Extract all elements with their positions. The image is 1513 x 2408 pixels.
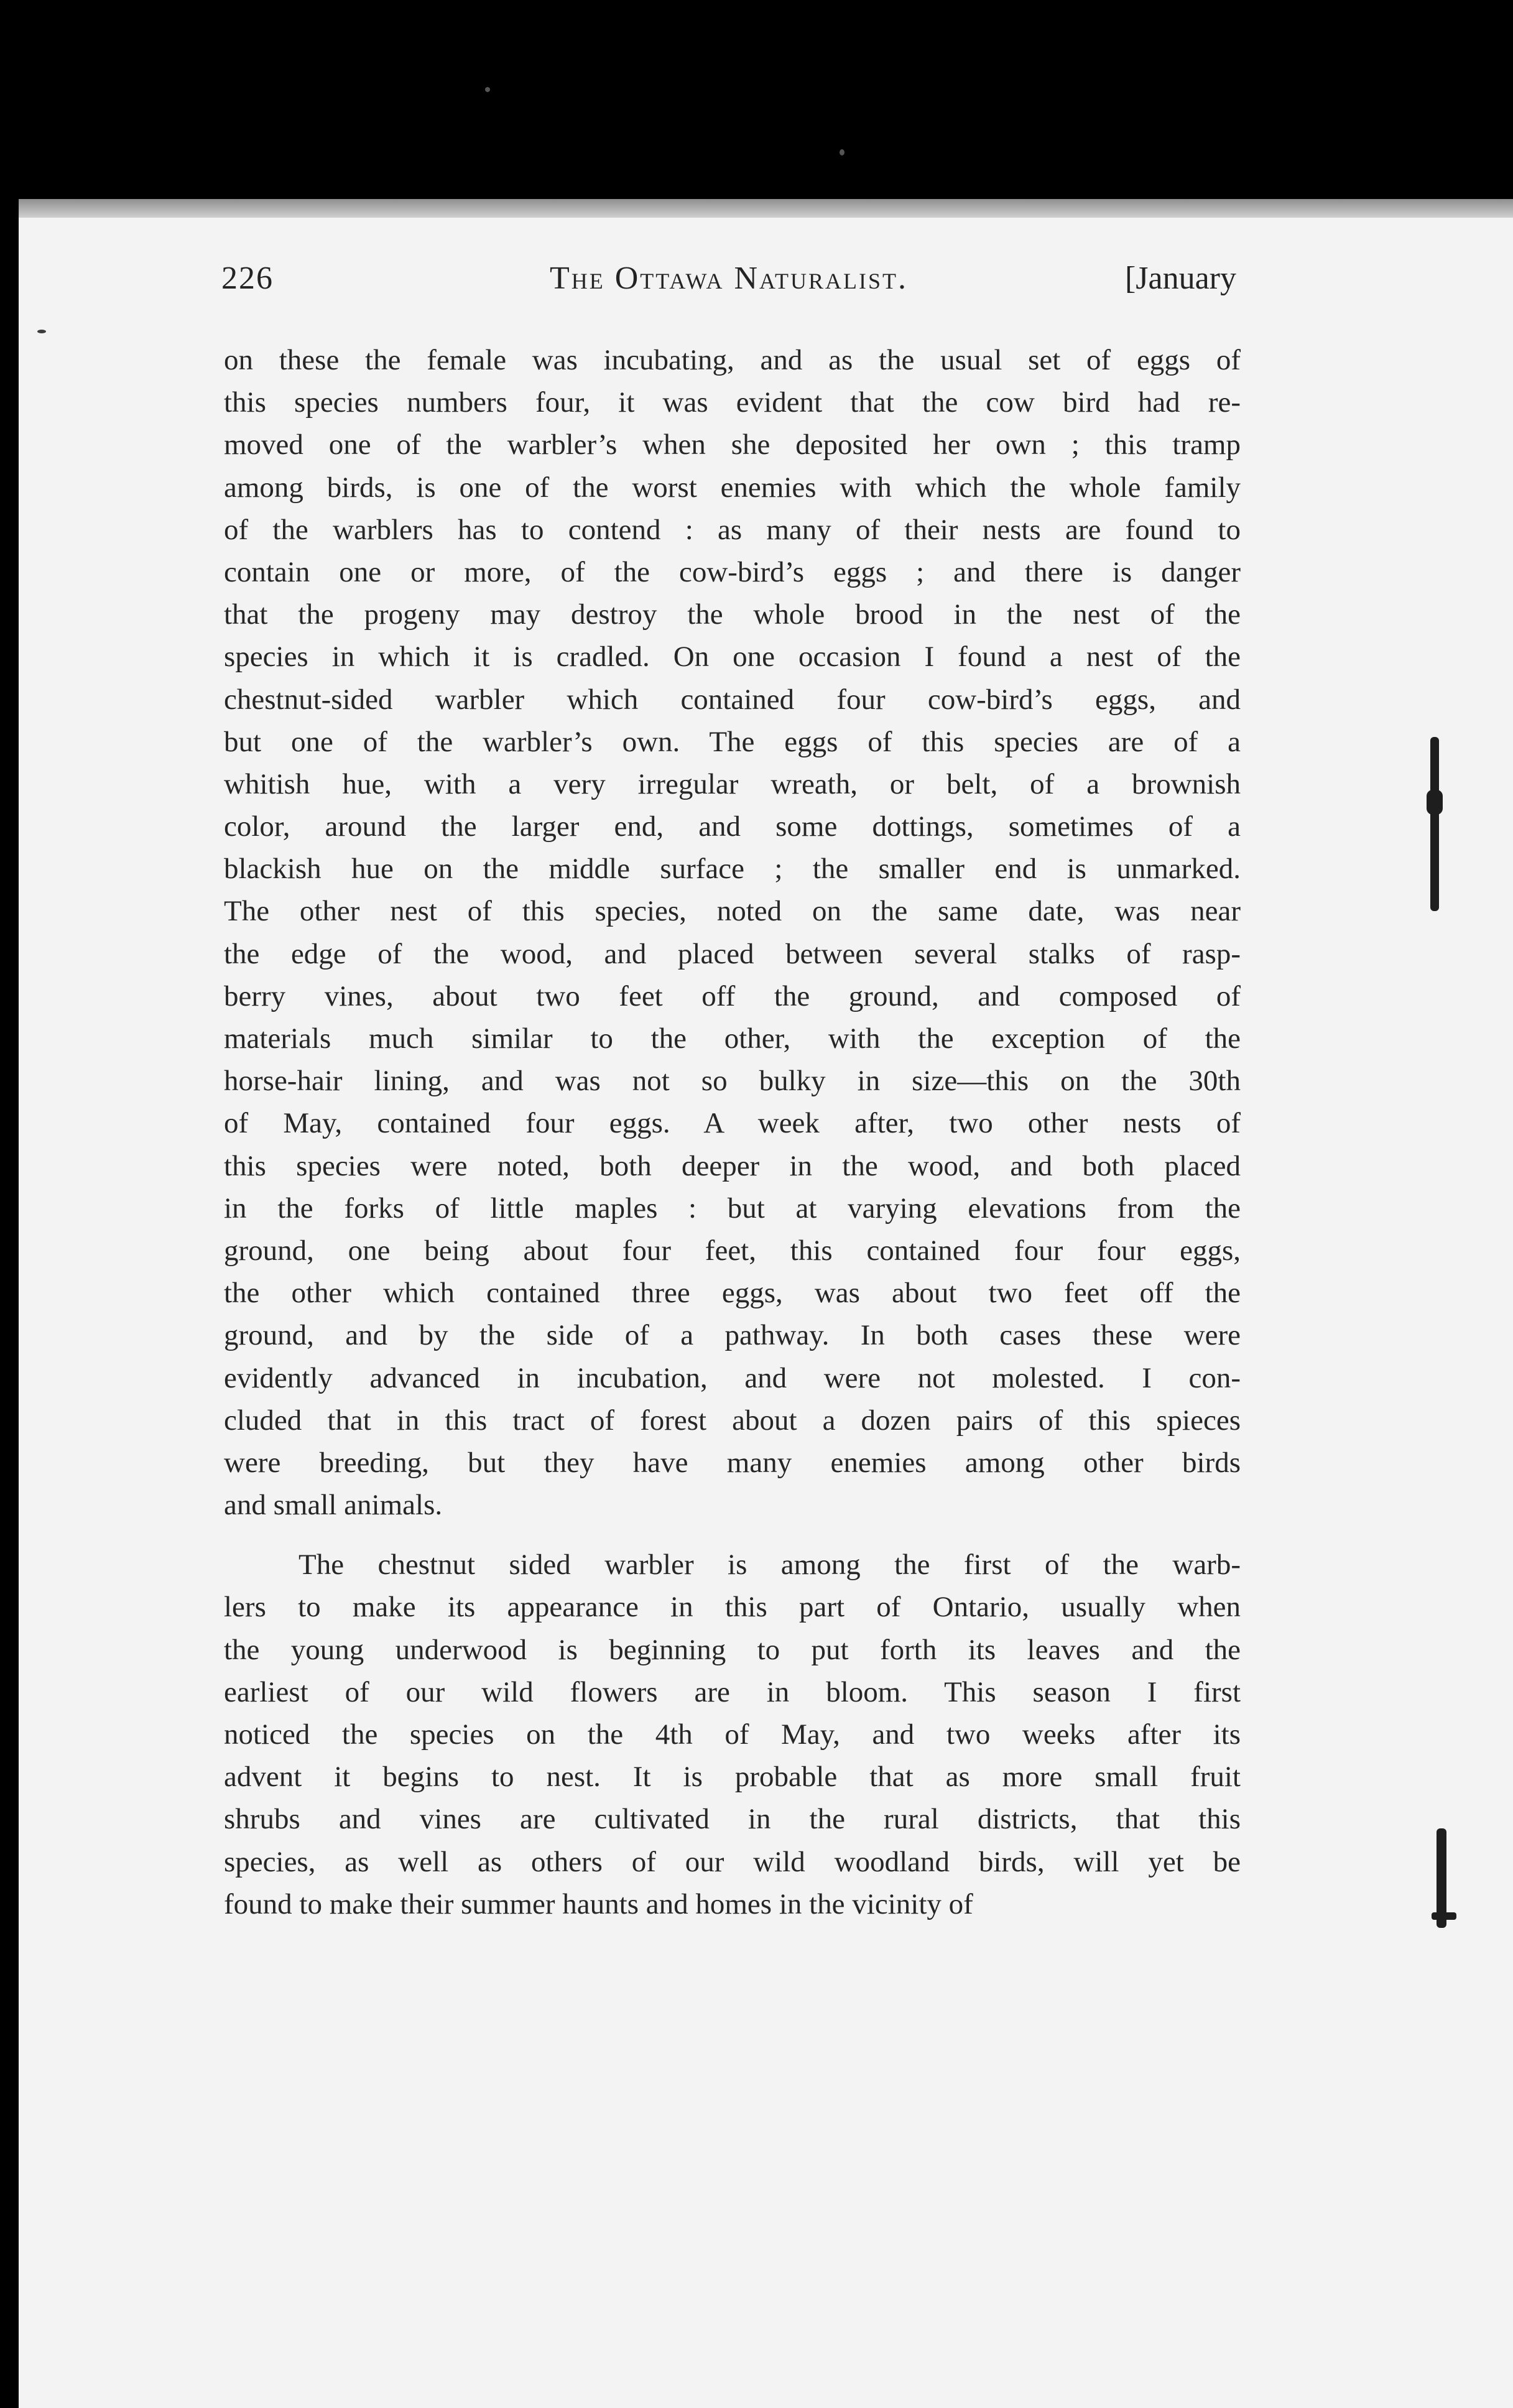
text-line: the edge of the wood, and placed between several stalks of rasp-: [224, 937, 1241, 970]
paragraph-gap: [224, 1526, 1241, 1544]
text-line: the other which contained three eggs, was about two feet off the: [224, 1277, 1241, 1310]
text-line: this species numbers four, it was evident that the cow bird had re-: [224, 386, 1241, 419]
text-line: of the warblers has to contend : as many of their nests are found to: [224, 513, 1241, 546]
margin-mark-lower-bar: [1432, 1912, 1456, 1920]
text-line: species in which it is cradled. On one occasion I found a nest of the: [224, 641, 1241, 674]
text-line: were breeding, but they have many enemies among other birds: [224, 1446, 1241, 1479]
margin-mark-upper: [1430, 737, 1439, 911]
text-line: color, around the larger end, and some dottings, sometimes of a: [224, 810, 1241, 843]
dust-speck: [37, 330, 46, 333]
page-number: 226: [221, 261, 274, 296]
journal-title: The Ottawa Naturalist.: [549, 261, 909, 296]
running-head: [221, 260, 1236, 328]
text-line: in the forks of little maples : but at varying elevations from the: [224, 1192, 1241, 1225]
text-line: materials much similar to the other, with the exception of the: [224, 1022, 1241, 1055]
text-line: chestnut-sided warbler which contained four cow-bird’s eggs, and: [224, 683, 1241, 716]
text-line: but one of the warbler’s own. The eggs of this species are of a: [224, 725, 1241, 758]
text-line: noticed the species on the 4th of May, and two weeks after its: [224, 1718, 1241, 1751]
text-line: the young underwood is beginning to put forth its leaves and the: [224, 1633, 1241, 1666]
text-line: found to make their summer haunts and homes in the vicinity of: [224, 1887, 973, 1920]
text-line: and small animals.: [224, 1489, 443, 1522]
text-line: on these the female was incubating, and as the usual set of eggs of: [224, 344, 1241, 376]
text-line: The other nest of this species, noted on the same date, was near: [224, 895, 1241, 928]
text-line: blackish hue on the middle surface ; the smaller end is unmarked.: [224, 853, 1241, 886]
text-line: shrubs and vines are cultivated in the rural districts, that this: [224, 1803, 1241, 1836]
text-line: lers to make its appearance in this part of Ontario, usually when: [224, 1591, 1241, 1624]
text-line: horse-hair lining, and was not so bulky in size—this on the 30th: [224, 1065, 1241, 1098]
text-line: that the progeny may destroy the whole brood in the nest of the: [224, 598, 1241, 631]
text-line: this species were noted, both deeper in the wood, and both placed: [224, 1149, 1241, 1182]
text-line: evidently advanced in incubation, and were not molested. I con-: [224, 1361, 1241, 1394]
dust-speck: [840, 149, 844, 155]
margin-mark-upper-hook: [1427, 790, 1443, 815]
text-line: of May, contained four eggs. A week after, two other nests of: [224, 1107, 1241, 1140]
text-line: species, as well as others of our wild woodland birds, will yet be: [224, 1845, 1241, 1878]
text-line: The chestnut sided warbler is among the first of the warb-: [298, 1549, 1241, 1581]
text-line: earliest of our wild flowers are in bloom. This season I first: [224, 1675, 1241, 1708]
dust-speck: [485, 87, 490, 92]
text-line: among birds, is one of the worst enemies with which the whole family: [224, 471, 1241, 504]
article-body: [224, 339, 1241, 1925]
text-line: contain one or more, of the cow-bird’s eggs ; and there is danger: [224, 555, 1241, 588]
text-line: whitish hue, with a very irregular wreath, or belt, of a brownish: [224, 767, 1241, 800]
text-line: ground, one being about four feet, this contained four four eggs,: [224, 1234, 1241, 1267]
text-line: cluded that in this tract of forest about a dozen pairs of this spieces: [224, 1404, 1241, 1437]
text-line: ground, and by the side of a pathway. In both cases these were: [224, 1319, 1241, 1352]
text-line: berry vines, about two feet off the ground, and composed of: [224, 979, 1241, 1012]
page-top-edge: [19, 199, 1513, 218]
text-line: advent it begins to nest. It is probable that as more small fruit: [224, 1761, 1241, 1794]
text-line: moved one of the warbler’s when she deposited her own ; this tramp: [224, 428, 1241, 461]
issue-month: [January: [1124, 261, 1236, 296]
